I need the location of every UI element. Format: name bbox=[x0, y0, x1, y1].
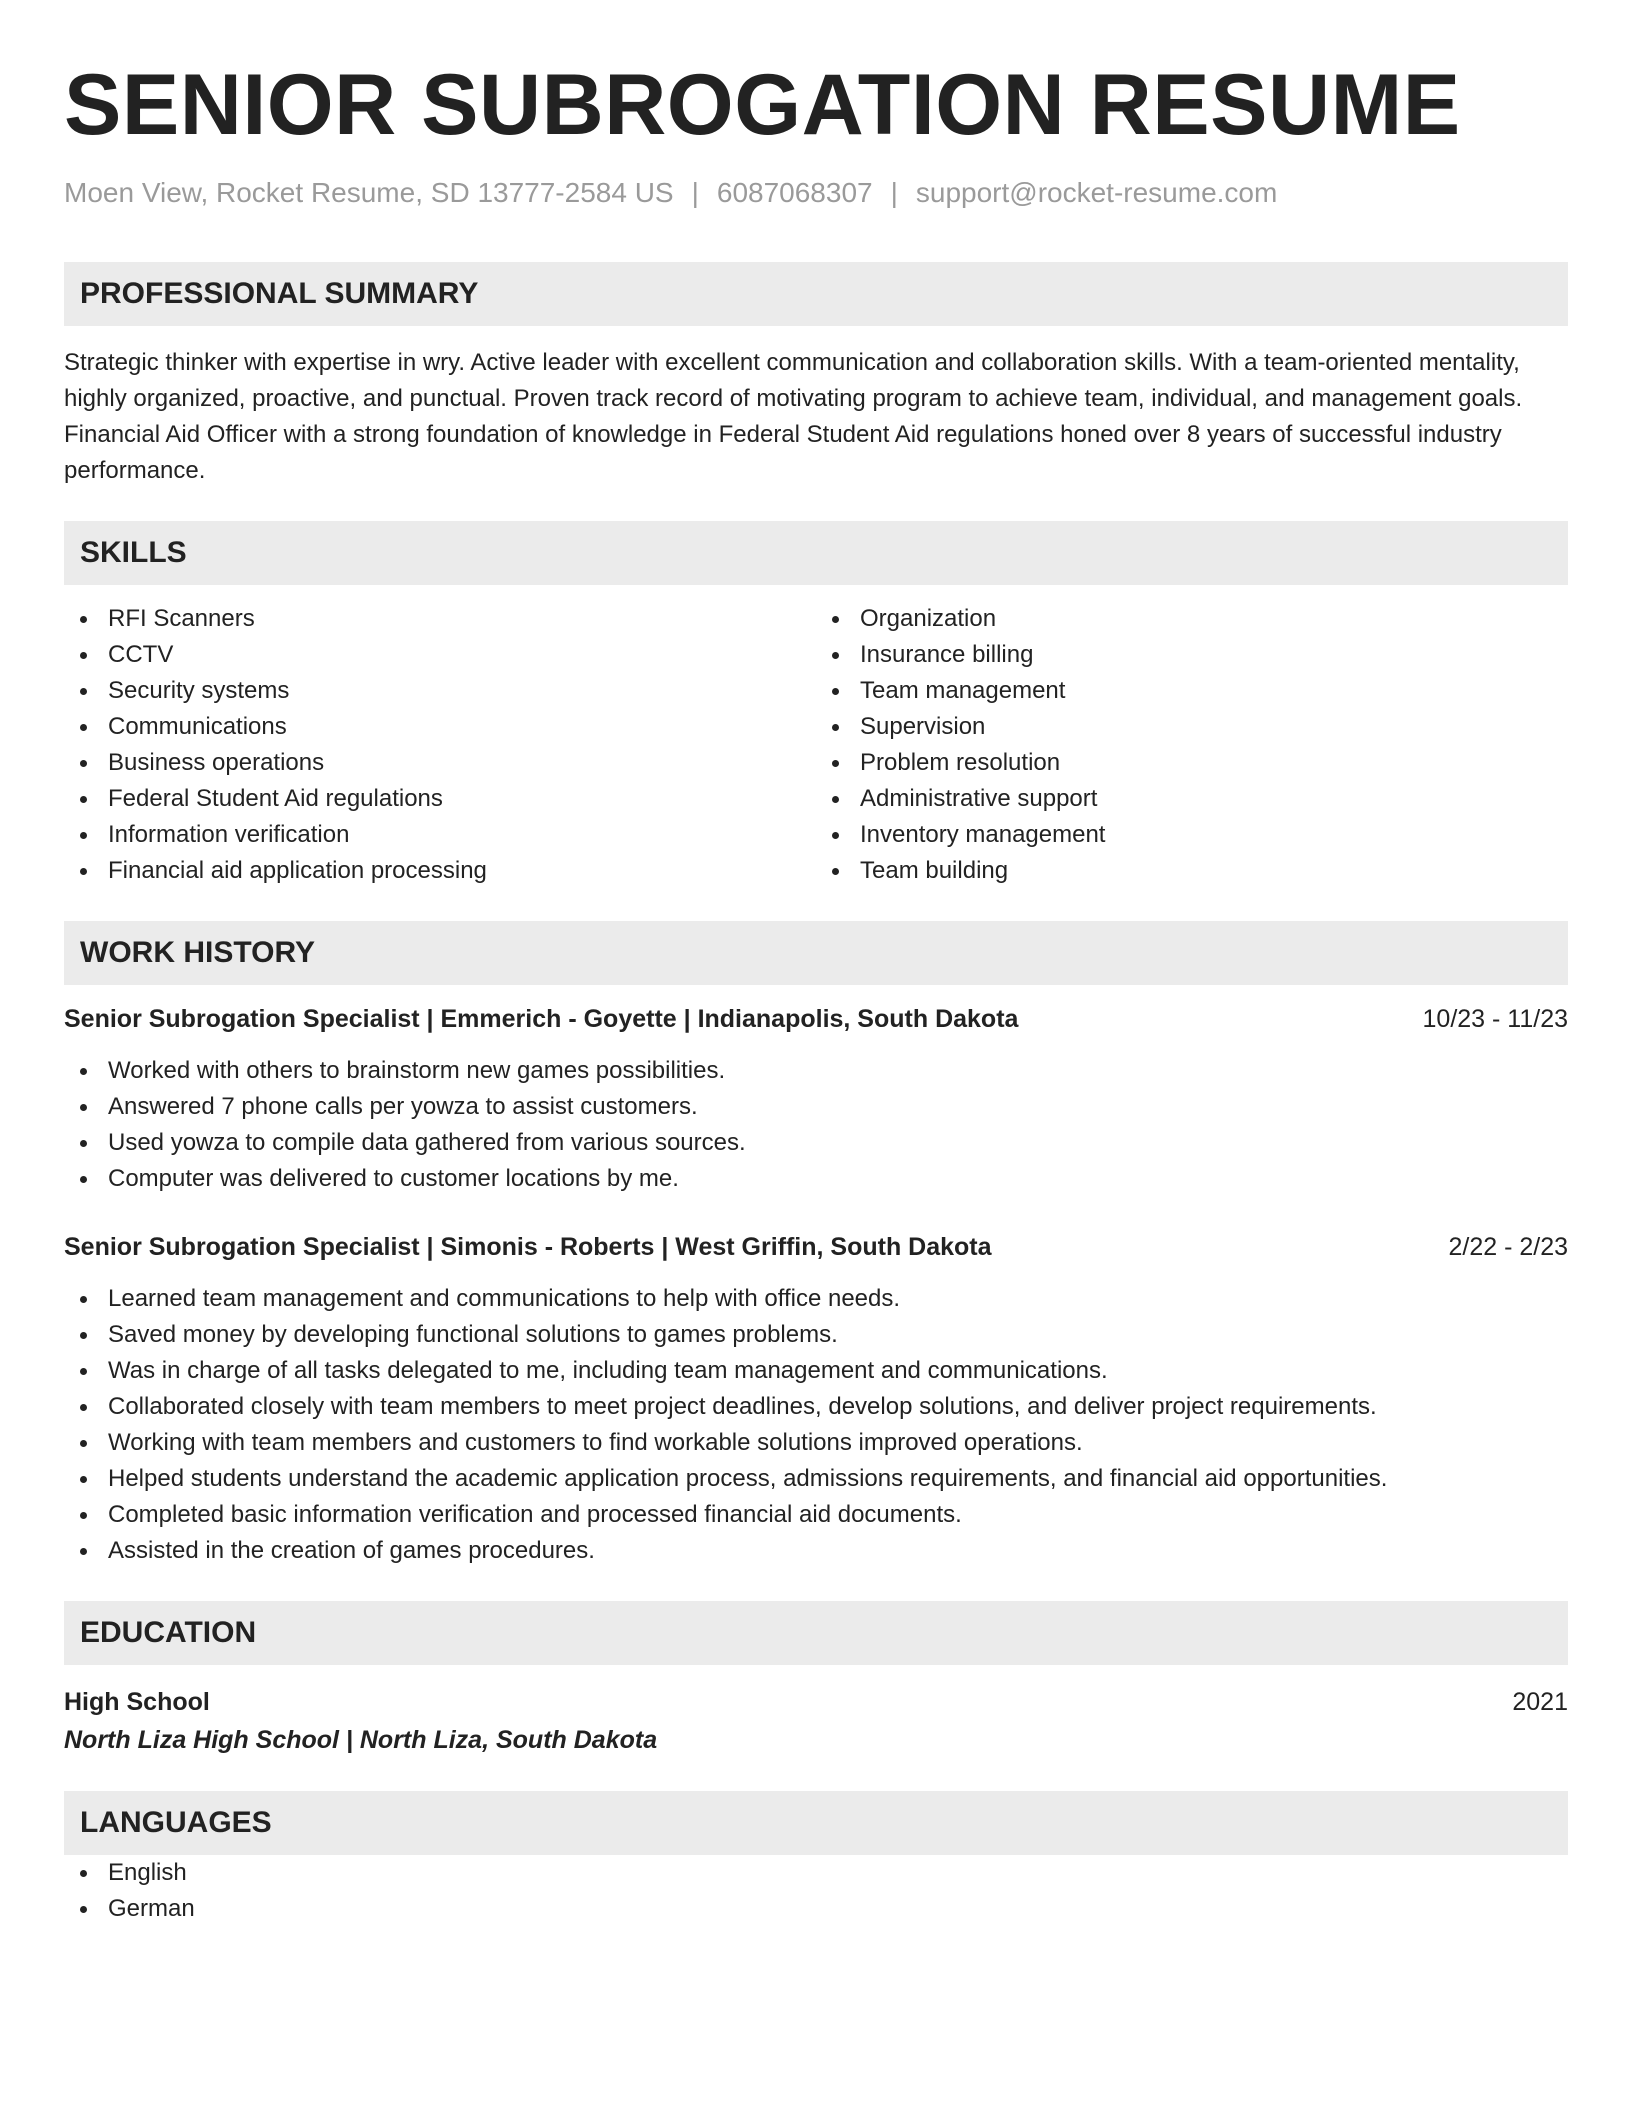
skills-list bbox=[64, 601, 1568, 889]
skill-item: Information verification bbox=[64, 817, 816, 853]
job-dates: 10/23 - 11/23 bbox=[1422, 1005, 1568, 1033]
education-entry bbox=[64, 1683, 1568, 1759]
skill-item: CCTV bbox=[64, 637, 816, 673]
skill-item: Team building bbox=[816, 853, 1568, 889]
job-bullet: Helped students understand the academic application process, admissions requirements, and financial aid opportunities. bbox=[64, 1461, 1568, 1497]
job-title: Senior Subrogation Specialist | Simonis - Roberts | West Griffin, South Dakota bbox=[64, 1233, 992, 1261]
contact-address: Moen View, Rocket Resume, SD 13777-2584 US bbox=[64, 177, 674, 208]
job-bullet: Computer was delivered to customer locations by me. bbox=[64, 1161, 1568, 1197]
education-school: North Liza High School | North Liza, South Dakota bbox=[64, 1726, 658, 1754]
skill-item: Organization bbox=[816, 601, 1568, 637]
skill-item: Team management bbox=[816, 673, 1568, 709]
job-dates: 2/22 - 2/23 bbox=[1448, 1233, 1568, 1261]
section-heading-education: EDUCATION bbox=[64, 1601, 1568, 1665]
job-entry bbox=[64, 1229, 1568, 1569]
skill-item: Financial aid application processing bbox=[64, 853, 816, 889]
job-entry bbox=[64, 1001, 1568, 1197]
job-bullet: Saved money by developing functional solutions to games problems. bbox=[64, 1317, 1568, 1353]
contact-phone: 6087068307 bbox=[716, 177, 873, 208]
job-bullet: Used yowza to compile data gathered from various sources. bbox=[64, 1125, 1568, 1161]
skill-item: Security systems bbox=[64, 673, 816, 709]
skill-item: Communications bbox=[64, 709, 816, 745]
language-item: German bbox=[64, 1891, 1568, 1927]
education-degree: High School bbox=[64, 1688, 210, 1716]
skill-item: Inventory management bbox=[816, 817, 1568, 853]
skills-column-left bbox=[64, 601, 816, 889]
skill-item: RFI Scanners bbox=[64, 601, 816, 637]
section-heading-languages: LANGUAGES bbox=[64, 1791, 1568, 1855]
job-bullet: Answered 7 phone calls per yowza to assist customers. bbox=[64, 1089, 1568, 1125]
language-item: English bbox=[64, 1855, 1568, 1891]
resume-title: SENIOR SUBROGATION RESUME bbox=[64, 57, 1461, 153]
contact-separator: | bbox=[890, 177, 898, 208]
job-header bbox=[64, 1001, 1568, 1037]
languages-list bbox=[64, 1855, 1568, 1927]
skill-item: Federal Student Aid regulations bbox=[64, 781, 816, 817]
job-header bbox=[64, 1229, 1568, 1265]
summary-text: Strategic thinker with expertise in wry. Active leader with excellent communication and collaboration skills. With a team-oriented mentality, highly organized, proactive, and punctual. Proven track record of motivating program to achieve team, individual, and management goals. Financial Aid Officer with a strong foundation of knowledge in Federal Student Aid regulations honed over 8 years of successful industry performance. bbox=[64, 349, 1523, 484]
job-title: Senior Subrogation Specialist | Emmerich - Goyette | Indianapolis, South Dakota bbox=[64, 1005, 1019, 1033]
education-header bbox=[64, 1683, 1568, 1721]
contact-separator: | bbox=[691, 177, 699, 208]
job-bullet: Worked with others to brainstorm new games possibilities. bbox=[64, 1053, 1568, 1089]
contact-line bbox=[64, 175, 1568, 211]
job-bullet: Collaborated closely with team members to meet project deadlines, develop solutions, and deliver project requirements. bbox=[64, 1389, 1568, 1425]
skill-item: Administrative support bbox=[816, 781, 1568, 817]
job-bullets bbox=[64, 1281, 1568, 1569]
skill-item: Problem resolution bbox=[816, 745, 1568, 781]
job-bullet: Assisted in the creation of games procedures. bbox=[64, 1533, 1568, 1569]
job-bullet: Working with team members and customers to find workable solutions improved operations. bbox=[64, 1425, 1568, 1461]
job-bullet: Completed basic information verification and processed financial aid documents. bbox=[64, 1497, 1568, 1533]
job-bullet: Was in charge of all tasks delegated to me, including team management and communications. bbox=[64, 1353, 1568, 1389]
section-heading-summary: PROFESSIONAL SUMMARY bbox=[64, 262, 1568, 326]
skill-item: Insurance billing bbox=[816, 637, 1568, 673]
job-bullet: Learned team management and communications to help with office needs. bbox=[64, 1281, 1568, 1317]
section-heading-skills: SKILLS bbox=[64, 521, 1568, 585]
contact-email: support@rocket-resume.com bbox=[915, 177, 1278, 208]
education-year: 2021 bbox=[1512, 1688, 1568, 1716]
skills-column-right bbox=[816, 601, 1568, 889]
skill-item: Business operations bbox=[64, 745, 816, 781]
skill-item: Supervision bbox=[816, 709, 1568, 745]
job-bullets bbox=[64, 1053, 1568, 1197]
section-heading-work-history: WORK HISTORY bbox=[64, 921, 1568, 985]
